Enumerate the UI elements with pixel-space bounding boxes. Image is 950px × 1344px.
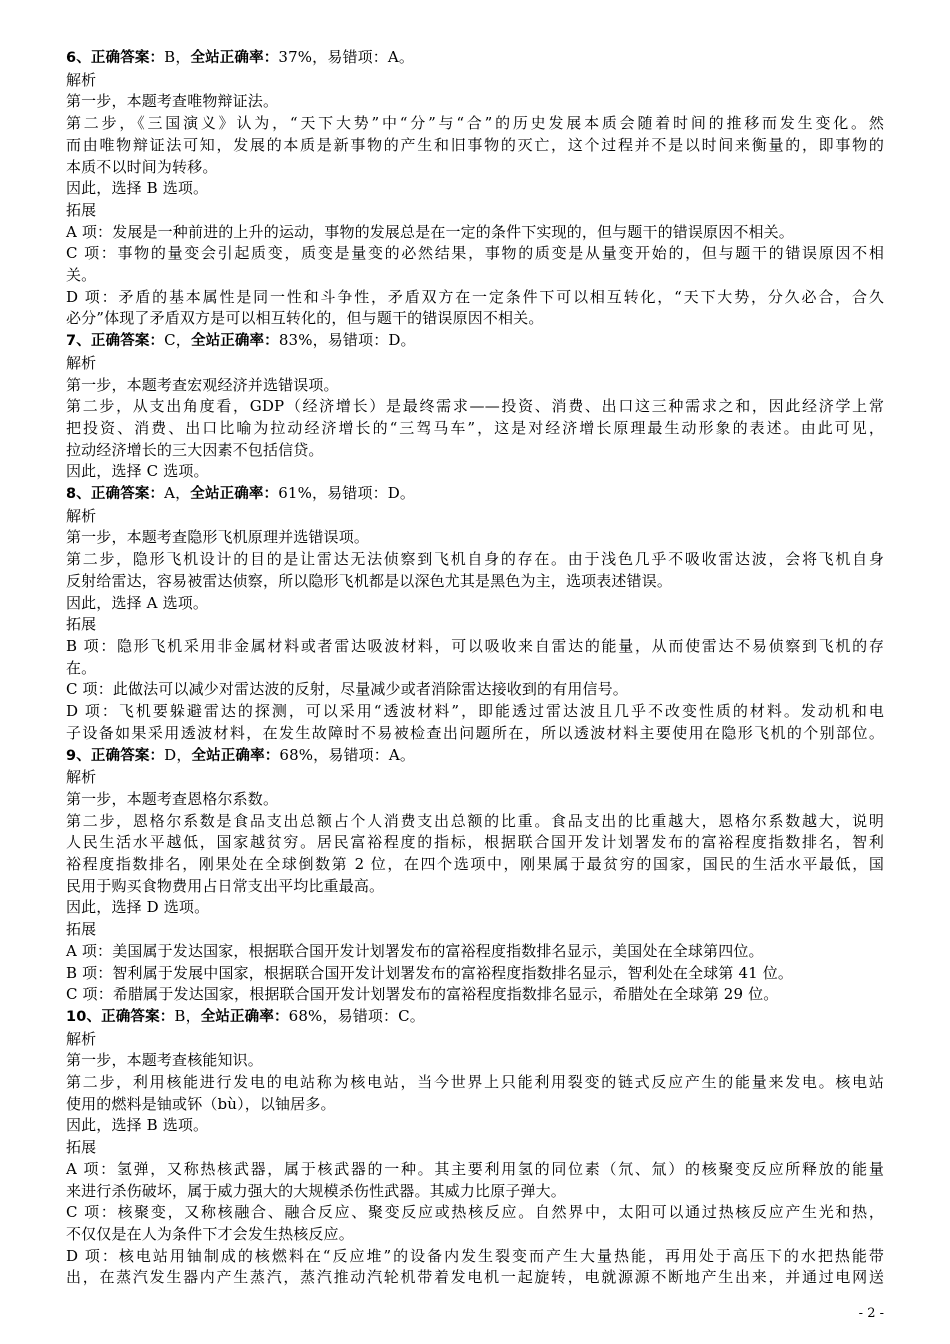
rate-label: 全站正确率：	[191, 747, 280, 764]
text-line: 第一步，本题考查恩格尔系数。	[66, 789, 279, 808]
rate-value: 68%，易错项：A。	[279, 745, 416, 764]
text-line: B 项：隐形飞机采用非金属材料或者雷达吸波材料，可以吸收来自雷达的能量，从而使雷达不易侦察到飞机的存	[66, 636, 884, 655]
question-6	[66, 47, 884, 330]
page-number: - 2 -	[858, 1306, 884, 1321]
text-line: A 项：发展是一种前进的上升的运动，事物的发展总是在一定的条件下实现的，但与题干的错误原因不相关。	[66, 222, 794, 241]
answer-value: D，	[164, 745, 192, 764]
answer-header	[66, 330, 884, 353]
answer-label: 、正确答案：	[76, 50, 165, 66]
text-line: 第一步，本题考查宏观经济并选错误项。	[66, 375, 339, 394]
text-line: 反射给雷达，容易被雷达侦察，所以隐形飞机都是以深色尤其是黑色为主，选项表述错误。	[66, 571, 673, 590]
text-line: 拓展	[66, 920, 97, 939]
answer-label: 、正确答案：	[86, 1008, 175, 1025]
rate-value: 68%，易错项：C。	[288, 1006, 425, 1025]
text-line: 拓展	[66, 200, 97, 219]
text-line: 民用于购买食物费用占日常支出平均比重最高。	[66, 876, 385, 895]
question-7	[66, 330, 884, 483]
text-line: 因此，选择 B 选项。	[66, 179, 209, 198]
text-line: 裕程度指数排名，刚果处在全球倒数第 2 位，在四个选项中，刚果属于最贫穷的国家，国民的生活水平最低，国	[66, 855, 884, 874]
text-line: C 项：核聚变，又称核融合、融合反应、聚变反应或热核反应。自然界中，太阳可以通过热核反应产生光和热，	[66, 1203, 884, 1222]
rate-label: 全站正确率：	[190, 486, 279, 503]
question-number: 7	[66, 333, 77, 350]
text-line: 拓展	[66, 1138, 97, 1157]
text-line: B 项：智利属于发展中国家，根据联合国开发计划署发布的富裕程度指数排名显示，智利处在全球第 41 位。	[66, 963, 794, 982]
text-line: 解析	[66, 506, 97, 525]
rate-value: 61%，易错项：D。	[278, 484, 416, 503]
text-line: D 项：核电站用铀制成的核燃料在“反应堆”的设备内发生裂变而产生大量热能，再用处于高压下的水把热能带	[66, 1246, 884, 1265]
question-number: 9	[66, 747, 77, 764]
document-body	[66, 47, 884, 1289]
answer-label: 、正确答案：	[76, 747, 165, 764]
text-line: 拓展	[66, 615, 97, 634]
answer-value: A，	[164, 484, 191, 503]
answer-header	[66, 47, 884, 70]
text-line: 使用的燃料是铀或钚（bù），以铀居多。	[66, 1094, 336, 1113]
text-line: 出，在蒸汽发生器内产生蒸汽，蒸汽推动汽轮机带着发电机一起旋转，电就源源不断地产生出来，并通过电网送	[66, 1268, 884, 1287]
text-line: 本质不以时间为转移。	[66, 157, 218, 176]
text-line: C 项：事物的量变会引起质变，质变是量变的必然结果，事物的质变是从量变开始的，但与题干的错误原因不相	[66, 244, 884, 263]
text-line: 必分”体现了矛盾双方是可以相互转化的，但与题干的错误原因不相关。	[66, 309, 544, 328]
answer-label: 、正确答案：	[76, 333, 165, 350]
text-line: A 项：美国属于发达国家，根据联合国开发计划署发布的富裕程度指数排名显示，美国处在全球第四位。	[66, 941, 764, 960]
text-line: 第一步，本题考查核能知识。	[66, 1051, 263, 1070]
text-line: 在。	[66, 658, 97, 677]
question-10	[66, 1006, 884, 1289]
question-8	[66, 483, 884, 744]
answer-value: C，	[164, 331, 191, 350]
text-line: 因此，选择 A 选项。	[66, 593, 209, 612]
answer-value: B，	[164, 48, 191, 66]
answer-header	[66, 745, 884, 768]
text-line: 第一步，本题考查唯物辩证法。	[66, 92, 279, 111]
text-line: 第二步，隐形飞机设计的目的是让雷达无法侦察到飞机自身的存在。由于浅色几乎不吸收雷达波，会将飞机自身	[66, 550, 884, 569]
rate-label: 全站正确率：	[200, 1008, 289, 1025]
text-line: 解析	[66, 353, 97, 372]
text-line: 解析	[66, 1029, 97, 1048]
text-line: 来进行杀伤破坏，属于威力强大的大规模杀伤性武器。其威力比原子弹大。	[66, 1181, 566, 1200]
text-line: 子设备如果采用透波材料，在发生故障时不易被检查出问题所在，所以透波材料主要使用在隐形飞机的个别部位。	[66, 723, 884, 742]
text-line: 第二步，恩格尔系数是食品支出总额占个人消费支出总额的比重。食品支出的比重越大，恩格尔系数越大，说明	[66, 811, 884, 830]
text-line: 第一步，本题考查隐形飞机原理并选错误项。	[66, 528, 370, 547]
text-line: 因此，选择 C 选项。	[66, 462, 209, 481]
answer-value: B，	[174, 1006, 201, 1025]
text-line: 人民生活水平越低，国家越贫穷。居民富裕程度的指标，根据联合国开发计划署发布的富裕程度指数排名，智利	[66, 833, 884, 852]
text-line: 而由唯物辩证法可知，发展的本质是新事物的产生和旧事物的灭亡，这个过程并不是以时间来衡量的，即事物的	[66, 135, 884, 154]
question-number: 10	[66, 1008, 87, 1025]
text-line: 因此，选择 D 选项。	[66, 898, 210, 917]
text-line: 解析	[66, 768, 97, 787]
text-line: 拉动经济增长的三大因素不包括信贷。	[66, 440, 324, 459]
text-line: D 项：飞机要躲避雷达的探测，可以采用“透波材料”，即能透过雷达波且几乎不改变性质的材料。发动机和电	[66, 702, 884, 721]
text-line: 第二步，利用核能进行发电的电站称为核电站，当今世界上只能利用裂变的链式反应产生的能量来发电。核电站	[66, 1073, 884, 1092]
question-number: 8	[66, 486, 77, 503]
rate-label: 全站正确率：	[190, 333, 279, 350]
text-line: 第二步，从支出角度看，GDP（经济增长）是最终需求——投资、消费、出口这三种需求之和，因此经济学上常	[66, 397, 884, 416]
text-line: 把投资、消费、出口比喻为拉动经济增长的“三驾马车”，这是对经济增长原理最生动形象的表述。由此可见，	[66, 418, 884, 437]
answer-header	[66, 483, 884, 506]
question-9	[66, 745, 884, 1006]
text-line: 第二步，《三国演义》认为，“天下大势”中“分”与“合”的历史发展本质会随着时间的推移而发生变化。然	[66, 114, 884, 133]
text-line: 解析	[66, 70, 97, 89]
text-line: 不仅仅是在人为条件下才会发生热核反应。	[66, 1224, 354, 1243]
rate-value: 37%，易错项：A。	[278, 48, 415, 66]
text-line: C 项：希腊属于发达国家，根据联合国开发计划署发布的富裕程度指数排名显示，希腊处在全球第 29 位。	[66, 985, 779, 1004]
rate-label: 全站正确率：	[190, 50, 279, 66]
rate-value: 83%，易错项：D。	[278, 331, 416, 350]
answer-label: 、正确答案：	[76, 486, 165, 503]
answer-header	[66, 1006, 884, 1029]
text-line: 关。	[66, 266, 97, 285]
text-line: D 项：矛盾的基本属性是同一性和斗争性，矛盾双方在一定条件下可以相互转化，“天下大势，分久必合，合久	[66, 287, 884, 306]
text-line: 因此，选择 B 选项。	[66, 1116, 209, 1135]
text-line: A 项：氢弹，又称热核武器，属于核武器的一种。其主要利用氢的同位素（氘、氚）的核聚变反应所释放的能量	[66, 1159, 884, 1178]
text-line: C 项：此做法可以减少对雷达波的反射，尽量减少或者消除雷达接收到的有用信号。	[66, 680, 628, 699]
question-number: 6	[66, 50, 77, 66]
